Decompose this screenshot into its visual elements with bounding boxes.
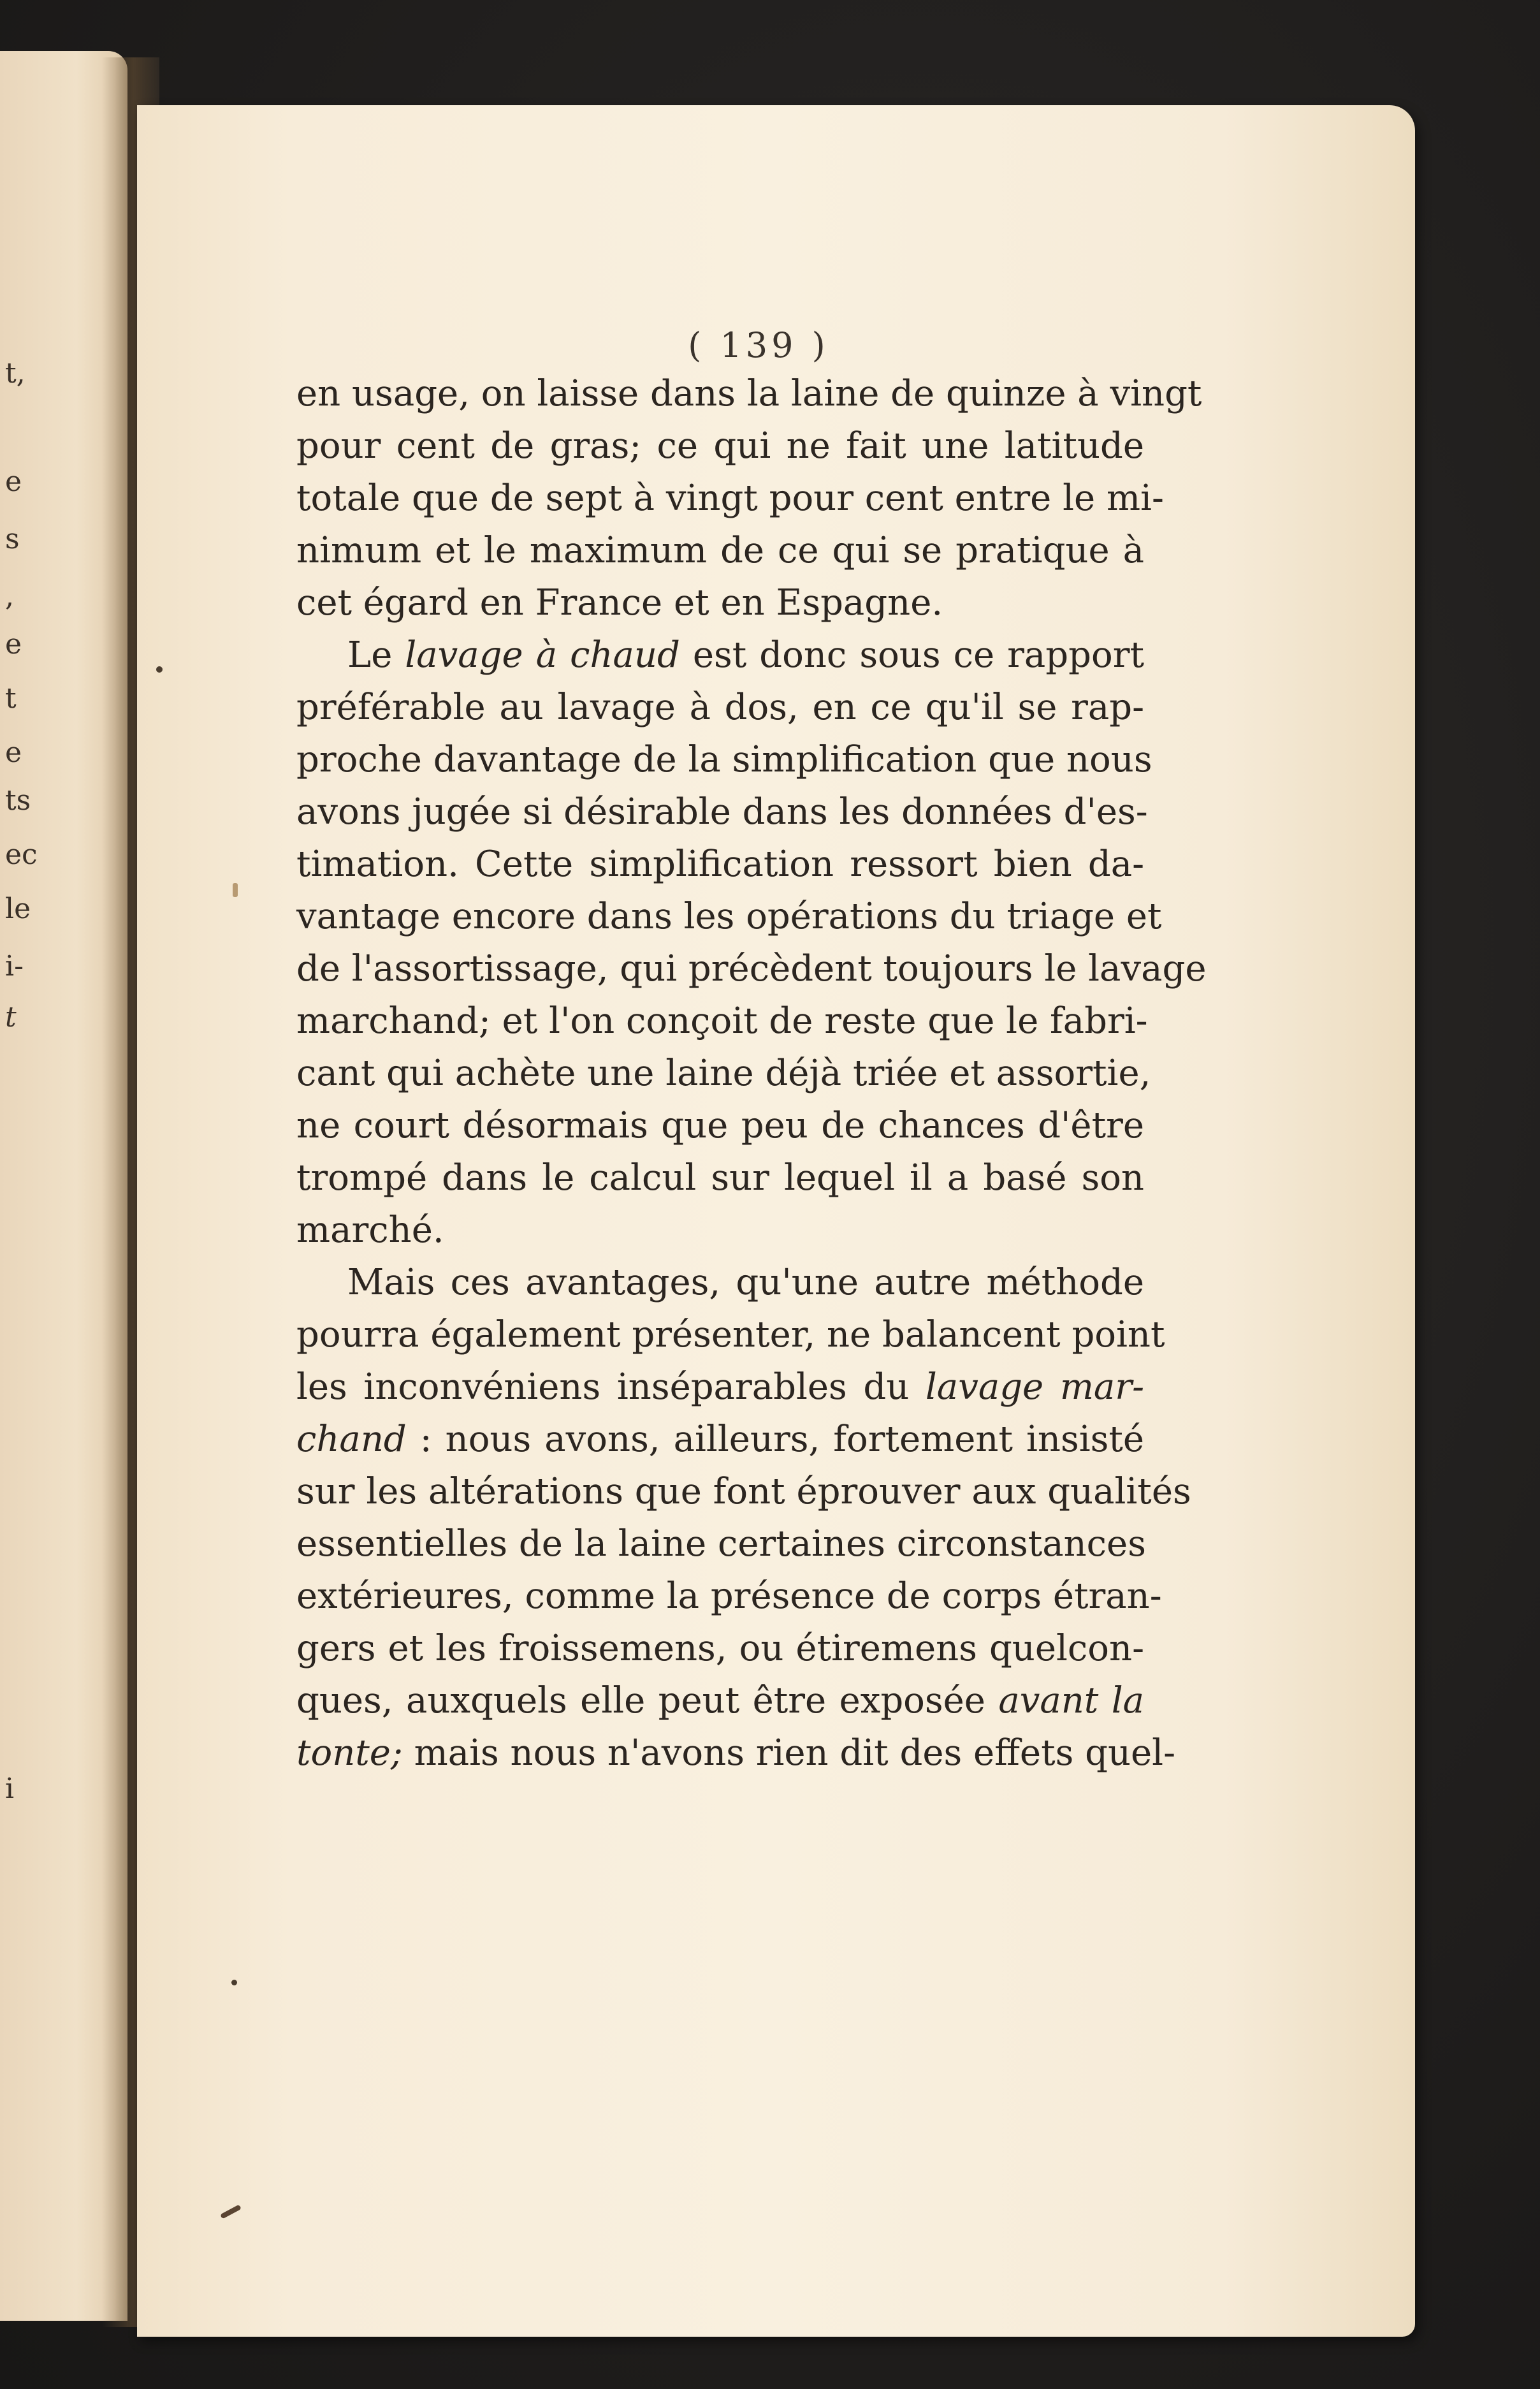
text-line: préférable au lavage à dos, en ce qu'il se rap- — [296, 687, 1144, 728]
paragraph-3 — [296, 1257, 1191, 1779]
text-line — [296, 1675, 1144, 1727]
left-page-fragment: i- — [5, 950, 24, 983]
text-line: gers et les froissemens, ou étiremens quelcon- — [296, 1628, 1144, 1669]
text-line: vantage encore dans les opérations du triage et — [296, 896, 1162, 937]
text-run: est donc sous ce rapport — [679, 634, 1144, 676]
text-line: timation. Cette simplification ressort bien da- — [296, 844, 1144, 885]
text-line: nimum et le maximum de ce qui se pratique à — [296, 530, 1144, 571]
text-line: Mais ces avantages, qu'une autre méthode — [347, 1262, 1144, 1303]
paragraph-2 — [296, 629, 1207, 1257]
text-line: trompé dans le calcul sur lequel il a basé son — [296, 1157, 1144, 1199]
italic-text-run: tonte; — [296, 1732, 403, 1774]
text-line: marché. — [296, 1209, 444, 1251]
left-page-fragment: t — [5, 682, 17, 715]
left-page-fragment: e — [5, 465, 22, 498]
left-page-fragment: i — [5, 1772, 15, 1805]
italic-text-run: lavage mar- — [925, 1366, 1144, 1408]
paper-speck — [231, 1980, 237, 1985]
book-page — [137, 105, 1415, 2337]
italic-text-run: lavage à chaud — [405, 634, 680, 676]
left-page-fragment: t — [5, 1001, 17, 1034]
text-line: cet égard en France et en Espagne. — [296, 582, 943, 624]
text-line — [296, 1727, 1175, 1779]
left-page-fragment: s — [5, 523, 20, 555]
text-line: avons jugée si désirable dans les données d'es- — [296, 791, 1148, 833]
text-line: totale que de sept à vingt pour cent entre le mi- — [296, 478, 1164, 519]
text-line — [296, 1361, 1144, 1414]
left-page-fragment: ec — [5, 838, 38, 871]
text-line: ne court désormais que peu de chances d'être — [296, 1105, 1144, 1146]
text-line: pour cent de gras; ce qui ne fait une latitude — [296, 425, 1144, 467]
text-line: sur les altérations que font éprouver aux qualités — [296, 1471, 1191, 1512]
italic-text-run: avant la — [998, 1680, 1144, 1721]
page-number: ( 139 ) — [688, 325, 829, 365]
text-run: les inconvéniens inséparables du — [296, 1366, 926, 1408]
page-text-block — [296, 325, 1207, 1779]
text-line — [296, 629, 1144, 682]
paragraph-1 — [296, 368, 1202, 629]
text-line: de l'assortissage, qui précèdent toujours le lavage — [296, 948, 1207, 990]
text-line: pourra également présenter, ne balancent point — [296, 1314, 1165, 1355]
text-line: essentielles de la laine certaines circonstances — [296, 1523, 1146, 1565]
text-line: cant qui achète une laine déjà triée et assortie, — [296, 1053, 1151, 1094]
paper-speck — [220, 2204, 242, 2219]
text-line: proche davantage de la simplification que nous — [296, 739, 1152, 780]
text-run: Le — [347, 634, 405, 676]
left-page-fragment: e — [5, 736, 22, 769]
left-page-fragment: , — [5, 580, 14, 613]
left-page-fragment: e — [5, 628, 22, 661]
text-run: mais nous n'avons rien dit des effets quel- — [402, 1732, 1175, 1774]
text-line: marchand; et l'on conçoit de reste que le fabri- — [296, 1000, 1148, 1042]
left-page-fragment: t, — [5, 357, 25, 390]
text-line — [296, 1414, 1144, 1466]
left-page-fragment: ts — [5, 784, 31, 817]
text-line: extérieures, comme la présence de corps étran- — [296, 1575, 1162, 1617]
text-line: en usage, on laisse dans la laine de quinze à vingt — [296, 373, 1202, 414]
paper-speck — [233, 883, 238, 897]
italic-text-run: chand — [296, 1419, 407, 1460]
text-run: ques, auxquels elle peut être exposée — [296, 1680, 999, 1721]
paper-speck — [156, 666, 163, 673]
left-page-fragment: le — [5, 893, 31, 925]
text-run: : nous avons, ailleurs, fortement insisté — [406, 1419, 1144, 1460]
